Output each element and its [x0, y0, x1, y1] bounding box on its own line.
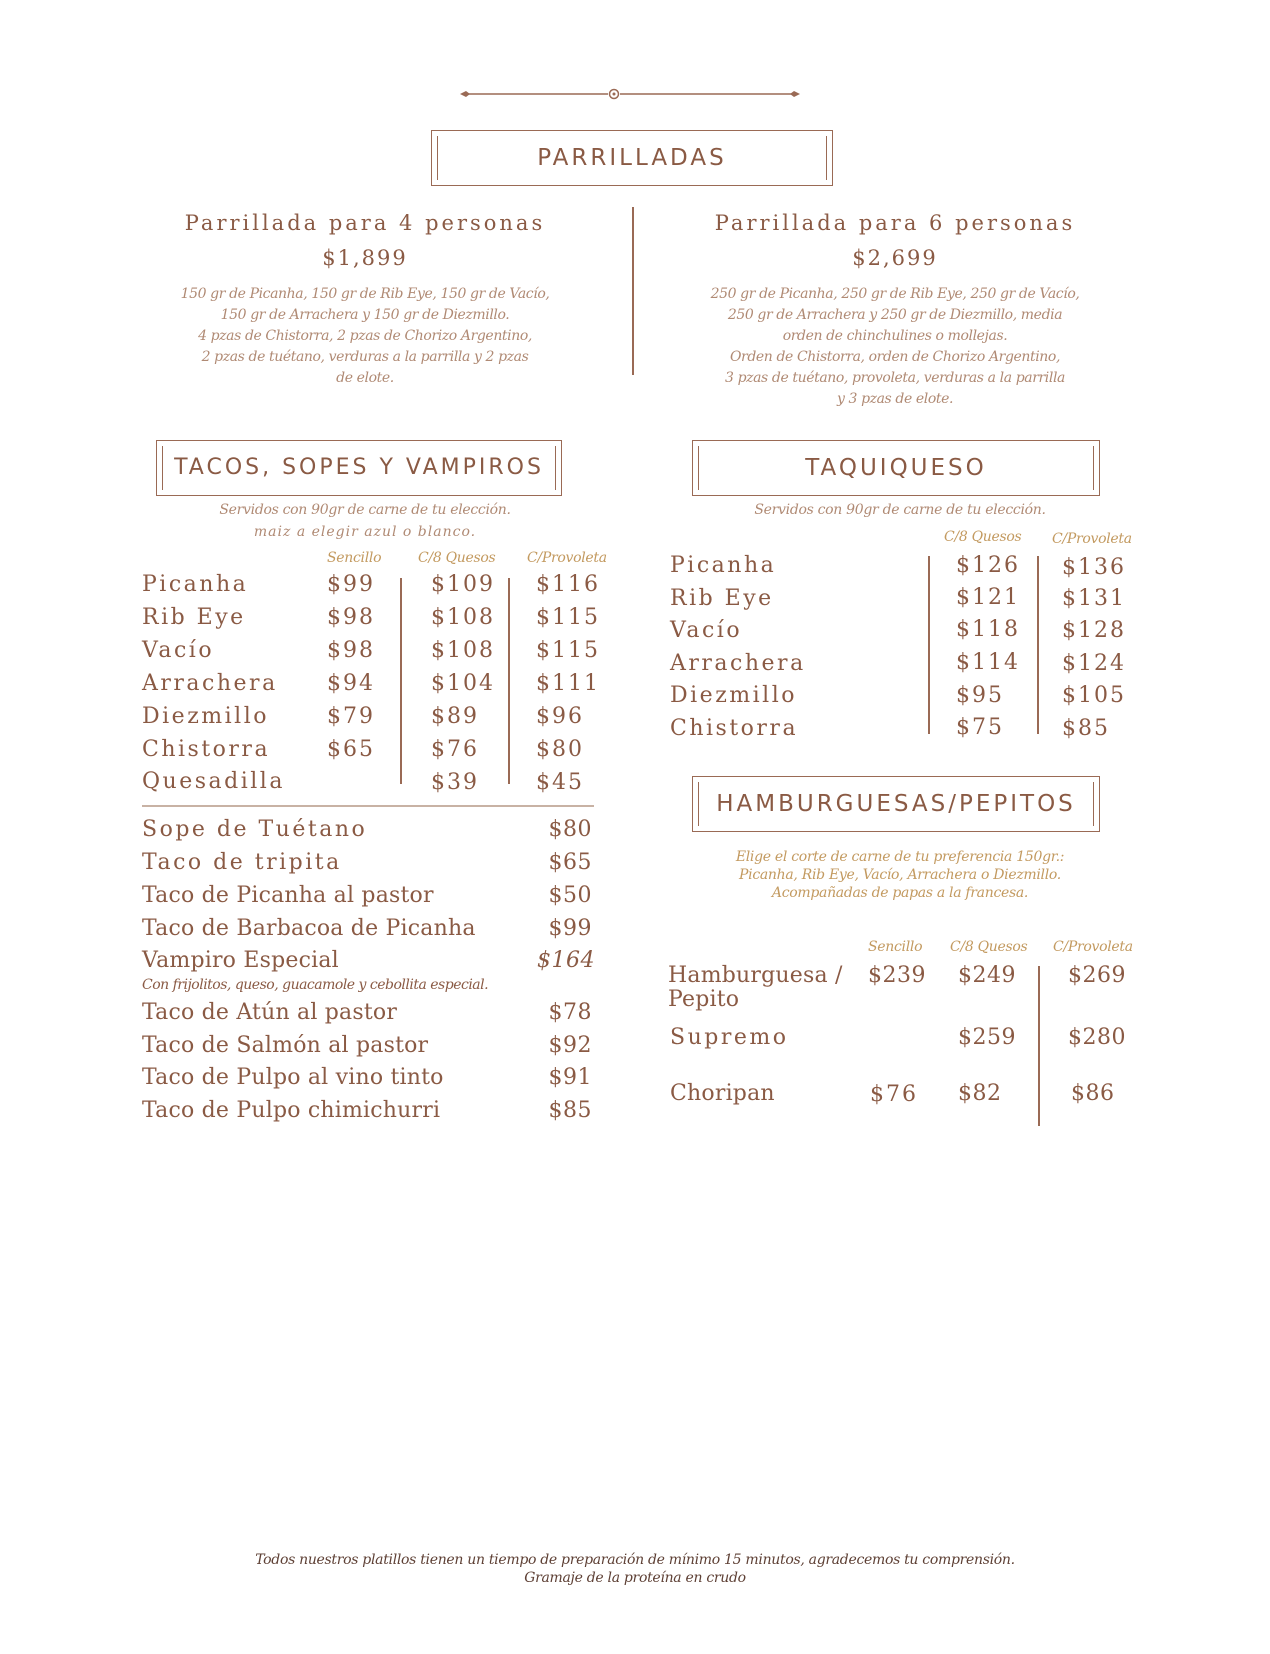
- hamburguesas-row-provoleta: $86: [1071, 1081, 1115, 1106]
- tacos-row-8quesos: $109: [431, 572, 495, 597]
- footer-line-2: Gramaje de la proteína en crudo: [524, 1570, 746, 1586]
- tacos-row-sencillo: $94: [327, 671, 375, 696]
- parrillada-4-description: 150 gr de Picanha, 150 gr de Rib Eye, 150 gr de Vacío, 150 gr de Arrachera y 150 gr de Diezmillo. 4 pzas de Chistorra, 2 pzas de Chorizo Argentino, 2 pzas de tuétano, verduras a la parrilla y 2 pzas de elote.: [180, 286, 550, 386]
- taquiqueso-row-8quesos: $114: [956, 650, 1020, 675]
- tacos-row-provoleta: $115: [536, 638, 600, 663]
- taquiqueso-row-provoleta: $131: [1062, 586, 1126, 611]
- parrillada-4-price: $1,899: [322, 246, 408, 270]
- tacos-row-name: Picanha: [142, 572, 249, 597]
- hamburguesas-row-name: Choripan: [670, 1081, 775, 1106]
- tacos-header-8quesos: C/8 Quesos: [418, 550, 496, 566]
- parrilladas-title: PARRILLADAS: [537, 145, 727, 171]
- special-price: $85: [548, 1098, 592, 1123]
- special-price: $78: [548, 1000, 592, 1025]
- parrilladas-divider: [632, 207, 634, 375]
- hamburguesas-row-provoleta: $269: [1068, 963, 1126, 988]
- tacos-row-provoleta: $80: [536, 737, 584, 762]
- special-name: Taco de Salmón al pastor: [142, 1033, 429, 1058]
- tacos-row-8quesos: $104: [431, 671, 495, 696]
- taquiqueso-col-divider-1: [928, 556, 930, 734]
- tacos-row-8quesos: $108: [431, 638, 495, 663]
- taquiqueso-row-name: Rib Eye: [670, 586, 774, 611]
- tacos-row-8quesos: $76: [431, 737, 479, 762]
- tacos-row-name: Rib Eye: [142, 605, 246, 630]
- tacos-row-sencillo: $98: [327, 638, 375, 663]
- hamburguesas-row-8quesos: $249: [958, 963, 1016, 988]
- hamburguesas-row-name: Hamburguesa /: [668, 963, 843, 988]
- taquiqueso-row-8quesos: $75: [956, 715, 1004, 740]
- special-name: Taco de Pulpo al vino tinto: [142, 1065, 444, 1090]
- taquiqueso-row-8quesos: $118: [956, 617, 1020, 642]
- taquiqueso-row-8quesos: $126: [956, 553, 1020, 578]
- taquiqueso-row-provoleta: $85: [1062, 716, 1110, 741]
- tacos-row-provoleta: $45: [536, 770, 584, 795]
- taquiqueso-row-name: Diezmillo: [670, 683, 797, 708]
- taquiqueso-note: Servidos con 90gr de carne de tu elección.: [754, 502, 1046, 518]
- tacos-row-provoleta: $111: [536, 671, 600, 696]
- special-price: $92: [548, 1033, 592, 1058]
- tacos-row-name: Quesadilla: [142, 769, 285, 794]
- hamburguesas-row-sencillo: $76: [870, 1082, 918, 1107]
- footer-line-1: Todos nuestros platillos tienen un tiempo de preparación de mínimo 15 minutos, agradecemos tu comprensión.: [255, 1552, 1015, 1568]
- tacos-row-sencillo: $98: [327, 605, 375, 630]
- hamburguesas-row-8quesos: $82: [958, 1081, 1002, 1106]
- taquiqueso-row-provoleta: $128: [1062, 618, 1126, 643]
- special-name: Vampiro Especial: [142, 948, 339, 973]
- taquiqueso-row-provoleta: $136: [1062, 555, 1126, 580]
- tacos-row-provoleta: $96: [536, 704, 584, 729]
- tacos-note: Servidos con 90gr de carne de tu elección. maiz a elegir azul o blanco.: [219, 502, 511, 540]
- special-name: Sope de Tuétano: [142, 817, 368, 842]
- taquiqueso-row-8quesos: $95: [956, 683, 1004, 708]
- special-subtitle: Con frijolitos, queso, guacamole y cebollita especial.: [142, 977, 489, 993]
- ornament-divider: [460, 84, 800, 104]
- tacos-row-sencillo: $65: [327, 737, 375, 762]
- parrillada-6-description: 250 gr de Picanha, 250 gr de Rib Eye, 250 gr de Vacío, 250 gr de Arrachera y 250 gr de Diezmillo, media orden de chinchulines o mollejas. Orden de Chistorra, orden de Chorizo Argentino, 3 pzas de tuétano, provoleta, verduras a la parrilla y 3 pzas de elote.: [710, 286, 1080, 407]
- taquiqueso-row-provoleta: $105: [1062, 683, 1126, 708]
- taquiqueso-row-provoleta: $124: [1062, 651, 1126, 676]
- tacos-row-name: Diezmillo: [142, 704, 269, 729]
- parrillada-6-title: Parrillada para 6 personas: [714, 211, 1076, 235]
- parrillada-4-title: Parrillada para 4 personas: [184, 211, 546, 235]
- parrilladas-header-box: [431, 130, 833, 186]
- special-name: Taco de Picanha al pastor: [142, 883, 434, 908]
- tacos-col-divider-1: [400, 578, 402, 784]
- tacos-row-8quesos: $89: [431, 704, 479, 729]
- tacos-row-name: Arrachera: [142, 671, 278, 696]
- taquiqueso-row-name: Picanha: [670, 553, 777, 578]
- hamburguesas-header-provoleta: C/Provoleta: [1053, 939, 1133, 955]
- tacos-row-name: Vacío: [142, 638, 215, 663]
- hamburguesas-row-sencillo: $239: [868, 963, 926, 988]
- tacos-row-provoleta: $116: [536, 572, 600, 597]
- tacos-title: TACOS, SOPES Y VAMPIROS: [174, 455, 544, 480]
- taquiqueso-row-name: Vacío: [670, 618, 743, 643]
- tacos-row-8quesos: $39: [431, 770, 479, 795]
- special-price: $164: [537, 948, 595, 973]
- hamburguesas-title: HAMBURGUESAS/PEPITOS: [716, 791, 1076, 817]
- taquiqueso-row-name: Arrachera: [670, 651, 806, 676]
- tacos-row-8quesos: $108: [431, 605, 495, 630]
- hamburguesas-row-name-line2: Pepito: [668, 987, 740, 1012]
- taquiqueso-row-8quesos: $121: [956, 585, 1020, 610]
- taquiqueso-header-box: [692, 440, 1100, 496]
- tacos-header-box: [156, 440, 562, 496]
- special-name: Taco de Atún al pastor: [142, 1000, 398, 1025]
- hamburguesas-row-provoleta: $280: [1068, 1025, 1126, 1050]
- taquiqueso-title: TAQUIQUESO: [805, 455, 987, 481]
- hamburguesas-header-8quesos: C/8 Quesos: [950, 939, 1028, 955]
- taquiqueso-row-name: Chistorra: [670, 716, 799, 741]
- tacos-header-sencillo: Sencillo: [327, 550, 382, 566]
- special-price: $65: [548, 850, 592, 875]
- special-price: $91: [548, 1065, 592, 1090]
- special-price: $50: [548, 883, 592, 908]
- tacos-header-provoleta: C/Provoleta: [527, 550, 607, 566]
- footer-note: [0, 1551, 1270, 1587]
- hamburguesas-header-box: [692, 776, 1100, 832]
- special-price: $80: [548, 817, 592, 842]
- tacos-row-sencillo: $99: [327, 572, 375, 597]
- parrillada-6-price: $2,699: [852, 246, 938, 270]
- tacos-row-sencillo: $79: [327, 704, 375, 729]
- hamburguesas-header-sencillo: Sencillo: [868, 939, 923, 955]
- tacos-separator: [142, 805, 594, 807]
- special-name: Taco de tripita: [142, 850, 342, 875]
- special-name: Taco de Pulpo chimichurri: [142, 1098, 441, 1123]
- tacos-row-provoleta: $115: [536, 605, 600, 630]
- special-price: $99: [548, 916, 592, 941]
- taquiqueso-header-provoleta: C/Provoleta: [1052, 531, 1132, 547]
- special-name: Taco de Barbacoa de Picanha: [142, 916, 476, 941]
- tacos-row-name: Chistorra: [142, 737, 271, 762]
- taquiqueso-header-8quesos: C/8 Quesos: [944, 529, 1022, 545]
- tacos-col-divider-2: [508, 578, 510, 784]
- hamburguesas-note: Elige el corte de carne de tu preferencia 150gr.: Picanha, Rib Eye, Vacío, Arrachera o Diezmillo. Acompañadas de papas a la francesa.: [735, 849, 1065, 901]
- taquiqueso-col-divider-2: [1037, 556, 1039, 734]
- hamburguesas-row-8quesos: $259: [958, 1025, 1016, 1050]
- hamburguesas-col-divider: [1038, 966, 1040, 1126]
- hamburguesas-row-name: Supremo: [670, 1025, 789, 1050]
